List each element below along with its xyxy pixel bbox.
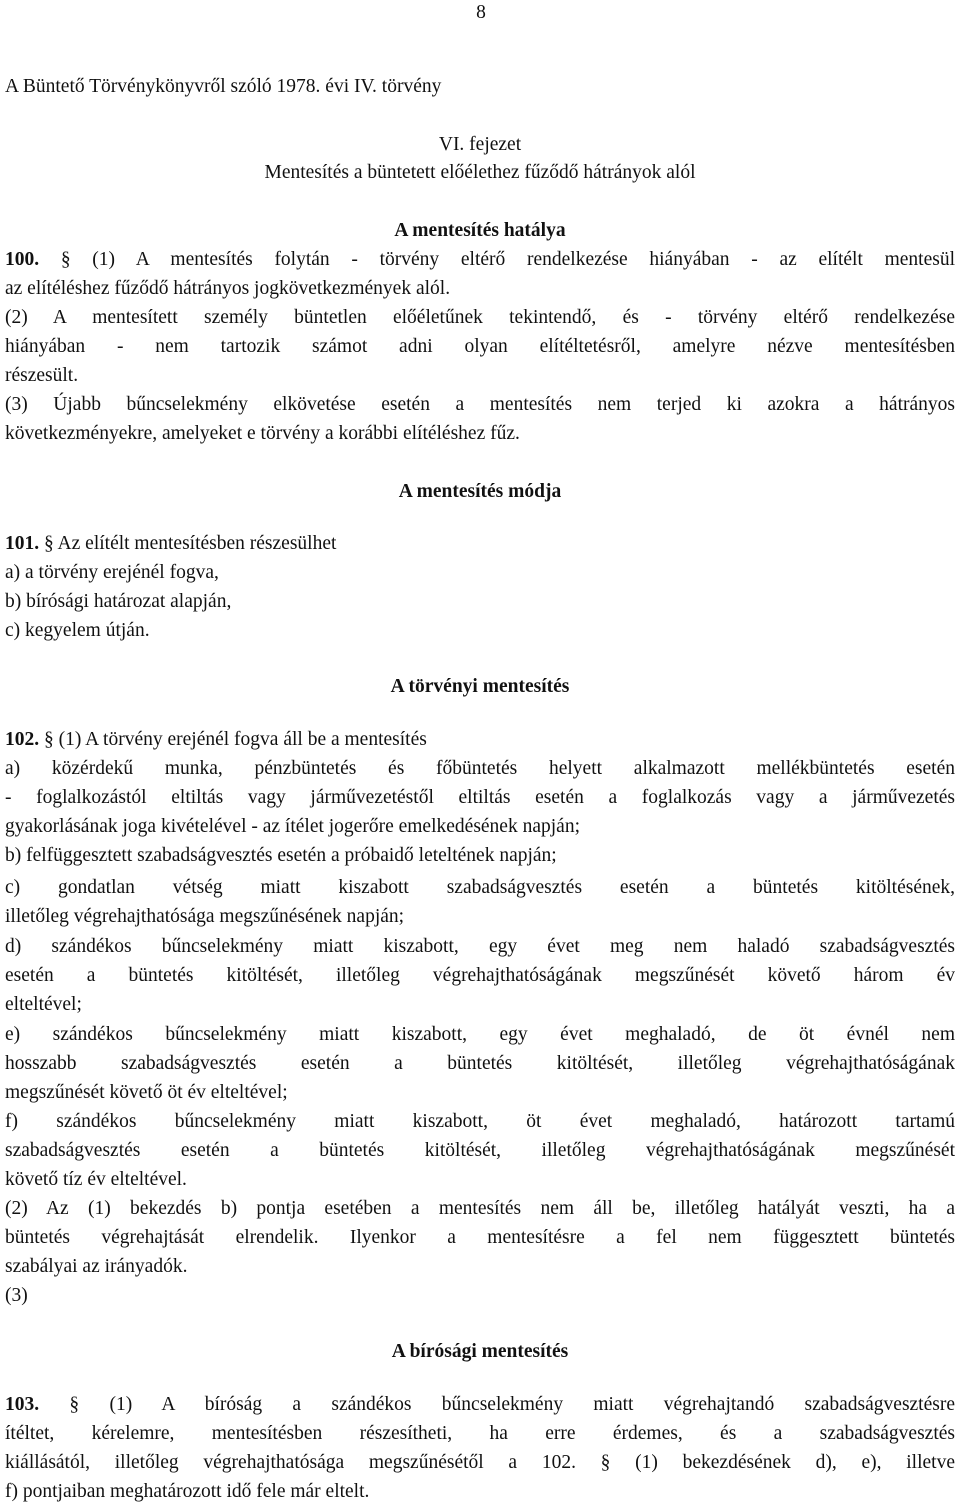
section-103-line1: 103. § (1) A bíróság a szándékos bűncselekmény miatt végrehajtandó szabadságvesztésre	[5, 1394, 955, 1415]
section-101-heading: A mentesítés módja	[398, 481, 562, 502]
chapter-title: Mentesítés a büntetett előélethez fűződő hátrányok alól	[264, 162, 696, 183]
section-102-lead: 102. § (1) A törvény erejénél fogva áll be a mentesítés	[5, 729, 427, 750]
section-102-e-line1: e) szándékos bűncselekmény miatt kiszabott, egy évet meghaladó, de öt évnél nem	[5, 1024, 955, 1045]
chapter-number: VI. fejezet	[438, 134, 522, 155]
section-102-f-line3: követő tíz év elteltével.	[5, 1169, 187, 1190]
section-102-p2-line2: büntetés végrehajtását elrendelik. Ilyenkor a mentesítésre a fel nem függesztett büntetés	[5, 1227, 955, 1248]
section-100-p1-line1: 100. § (1) A mentesítés folytán - törvény eltérő rendelkezése hiányában - az elítélt mentesül	[5, 249, 955, 270]
section-103-line3: kiállásától, illetőleg végrehajthatósága megszűnésétől a 102. § (1) bekezdésének d), e), illetve	[5, 1452, 955, 1473]
section-100-p1-line2: az elítéléshez fűződő hátrányos jogkövetkezmények alól.	[5, 278, 451, 299]
section-102-c-line1: c) gondatlan vétség miatt kiszabott szabadságvesztés esetén a büntetés kitöltésének,	[5, 877, 955, 898]
section-102-d-line2: esetén a büntetés kitöltését, illetőleg végrehajthatóságának megszűnését követő három év	[5, 965, 955, 986]
section-101-number: 101.	[5, 533, 40, 554]
section-102-p3: (3)	[5, 1285, 28, 1306]
section-100-heading: A mentesítés hatálya	[394, 220, 566, 241]
section-102-p2-line3: szabályai az irányadók.	[5, 1256, 188, 1277]
section-103-number: 103.	[5, 1394, 40, 1415]
section-102-number: 102.	[5, 729, 40, 750]
section-100-p2-line3: részesült.	[5, 365, 79, 386]
section-101-item-a: a) a törvény erejénél fogva,	[5, 562, 219, 583]
section-102-f-line2: szabadságvesztés esetén a büntetés kitöltését, illetőleg végrehajthatóságának megszűnését	[5, 1140, 955, 1161]
section-100-p3-line1: (3) Újabb bűncselekmény elkövetése esetén a mentesítés nem terjed ki azokra a hátrányos	[5, 394, 955, 415]
document-title: A Büntető Törvénykönyvről szóló 1978. évi IV. törvény	[5, 76, 442, 97]
section-102-heading: A törvényi mentesítés	[390, 676, 570, 697]
section-100-p3-line2: következményekre, amelyeket e törvény a korábbi elítéléshez fűz.	[5, 423, 520, 444]
section-102-d-line3: elteltével;	[5, 994, 82, 1015]
section-100-p2-line2: hiányában - nem tartozik számot adni olyan elítéltetésről, amelyre nézve mentesítésben	[5, 336, 955, 357]
section-102-a-line1: a) közérdekű munka, pénzbüntetés és főbüntetés helyett alkalmazott mellékbüntetés esetén	[5, 758, 955, 779]
section-102-a-line3: gyakorlásának joga kivételével - az ítélet jogerőre emelkedésének napján;	[5, 816, 580, 837]
section-103-heading: A bírósági mentesítés	[391, 1341, 569, 1362]
section-102-c-line2: illetőleg végrehajthatósága megszűnésének napján;	[5, 906, 405, 927]
section-102-e-line2: hosszabb szabadságvesztés esetén a büntetés kitöltését, illetőleg végrehajthatóságának	[5, 1053, 955, 1074]
section-101-lead: 101. § Az elítélt mentesítésben részesülhet	[5, 533, 337, 554]
section-101-item-b: b) bírósági határozat alapján,	[5, 591, 232, 612]
section-102-p2-line1: (2) Az (1) bekezdés b) pontja esetében a mentesítés nem áll be, illetőleg hatályát veszti, ha a	[5, 1198, 955, 1219]
section-101-item-c: c) kegyelem útján.	[5, 620, 150, 641]
section-102-f-line1: f) szándékos bűncselekmény miatt kiszabott, öt évet meghaladó, határozott tartamú	[5, 1111, 955, 1132]
section-102-a-line2: - foglalkozástól eltiltás vagy járművezetéstől eltiltás esetén a foglalkozás vagy a járművezetés	[5, 787, 955, 808]
page-number: 8	[476, 2, 486, 23]
section-103-line2: ítéltet, kérelemre, mentesítésben részesítheti, ha erre érdemes, és a szabadságvesztés	[5, 1423, 955, 1444]
section-102-b-line1: b) felfüggesztett szabadságvesztés esetén a próbaidő leteltének napján;	[5, 845, 557, 866]
section-102-e-line3: megszűnését követő öt év elteltével;	[5, 1082, 288, 1103]
section-100-number: 100.	[5, 249, 40, 270]
section-102-d-line1: d) szándékos bűncselekmény miatt kiszabott, egy évet meg nem haladó szabadságvesztés	[5, 936, 955, 957]
section-100-p2-line1: (2) A mentesített személy büntetlen előéletűnek tekintendő, és - törvény eltérő rendelkezése	[5, 307, 955, 328]
section-103-line4: f) pontjaiban meghatározott idő fele már eltelt.	[5, 1481, 370, 1502]
